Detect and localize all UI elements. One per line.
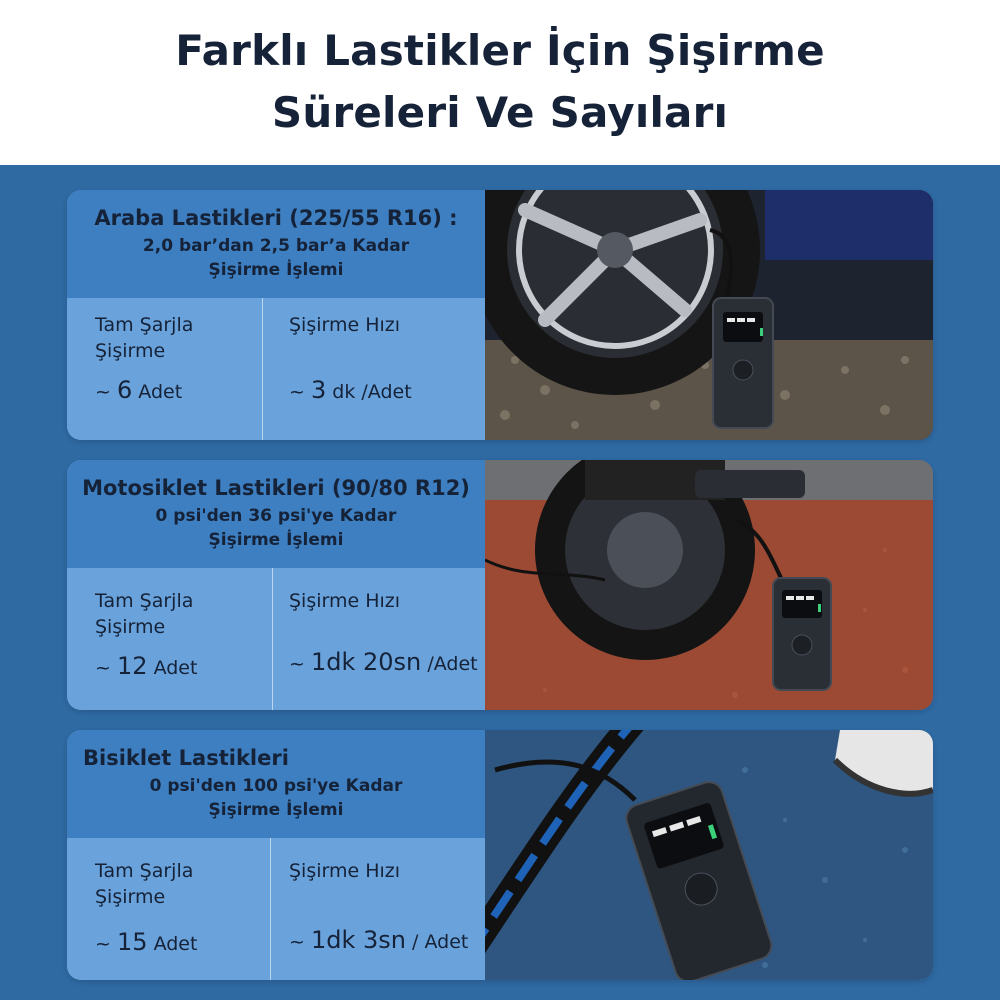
- stats-divider: [262, 298, 263, 440]
- card-car-tires: [67, 190, 933, 440]
- speed-label: Şişirme Hızı: [289, 590, 401, 612]
- card-header: [67, 730, 485, 838]
- motorcycle-tire-photo: [485, 460, 933, 710]
- card-header: [67, 190, 485, 298]
- page-title-line2: Süreleri Ve Sayıları: [271, 88, 729, 137]
- speed-label: Şişirme Hızı: [289, 860, 401, 882]
- full-charge-value: ~ 15 Adet: [95, 928, 198, 956]
- speed-value: ~ 1dk 3sn / Adet: [289, 926, 469, 954]
- card-stats: [67, 298, 485, 440]
- stats-divider: [270, 838, 271, 980]
- card-heading: Bisiklet Lastikleri: [83, 746, 289, 770]
- speed-value: ~ 1dk 20sn /Adet: [289, 648, 478, 676]
- card-subtitle-2: Şişirme İşlemi: [208, 530, 344, 550]
- page-title-line1: Farklı Lastikler İçin Şişirme: [175, 26, 825, 75]
- card-info: [67, 730, 485, 980]
- speed-value: ~ 3 dk /Adet: [289, 376, 412, 404]
- card-subtitle-1: 0 psi'den 36 psi'ye Kadar: [155, 506, 397, 526]
- card-bicycle-tires: [67, 730, 933, 980]
- card-subtitle-1: 0 psi'den 100 psi'ye Kadar: [149, 776, 403, 796]
- card-header: [67, 460, 485, 568]
- card-subtitle-1: 2,0 bar’dan 2,5 bar’a Kadar: [142, 236, 410, 256]
- full-charge-value: ~ 6 Adet: [95, 376, 183, 404]
- header: [0, 0, 1000, 165]
- card-heading: Motosiklet Lastikleri (90/80 R12): [82, 476, 470, 500]
- card-heading: Araba Lastikleri (225/55 R16) :: [94, 206, 458, 230]
- bicycle-tire-photo: [485, 730, 933, 980]
- speed-label: Şişirme Hızı: [289, 314, 401, 336]
- card-subtitle-2: Şişirme İşlemi: [208, 800, 344, 820]
- card-info: [67, 460, 485, 710]
- stats-divider: [272, 568, 273, 710]
- card-stats: [67, 838, 485, 980]
- full-charge-label: Tam Şarjla Şişirme: [95, 590, 194, 638]
- card-motorcycle-tires: [67, 460, 933, 710]
- car-tire-photo: [485, 190, 933, 440]
- full-charge-label: Tam Şarjla Şişirme: [95, 860, 194, 908]
- card-subtitle-2: Şişirme İşlemi: [208, 260, 344, 280]
- card-info: [67, 190, 485, 440]
- full-charge-label: Tam Şarjla Şişirme: [95, 314, 194, 362]
- card-stats: [67, 568, 485, 710]
- full-charge-value: ~ 12 Adet: [95, 652, 198, 680]
